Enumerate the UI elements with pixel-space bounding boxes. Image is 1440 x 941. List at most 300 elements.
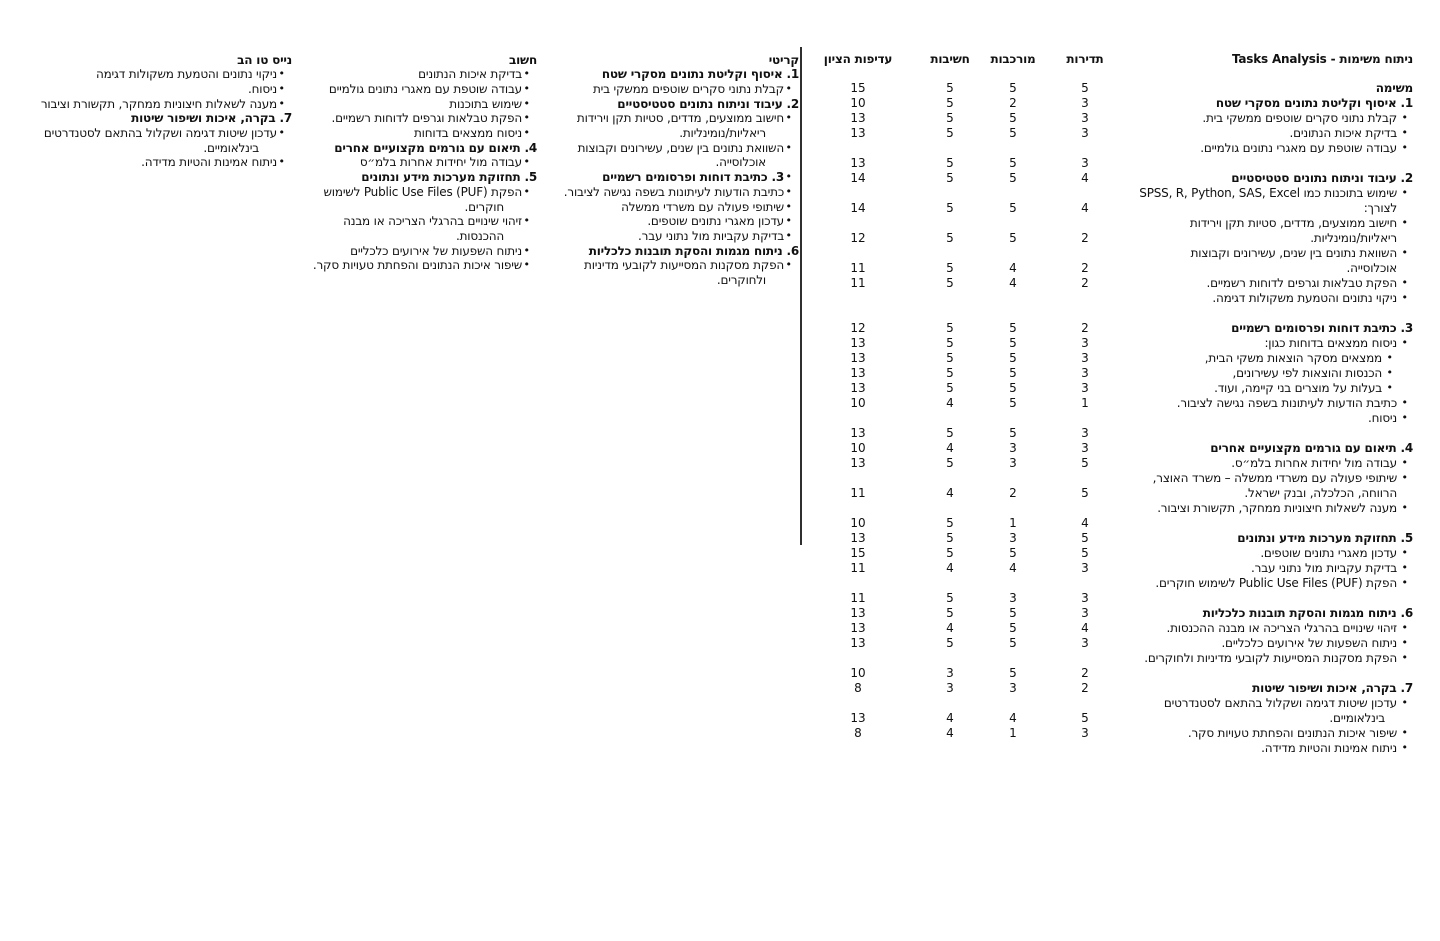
score-priority: 11	[850, 486, 866, 500]
score-priority: 11	[850, 591, 866, 605]
score-priority: 13	[850, 111, 866, 125]
line-text: 6. ניתוח מגמות והסקת תובנות כלכליות	[588, 243, 799, 258]
score-importance: 5	[946, 201, 954, 215]
important-line	[0, 258, 1440, 273]
task-line	[0, 711, 1440, 726]
score-frequency: 4	[1081, 621, 1089, 635]
line-text: 7. בקרה, איכות ושיפור שיטות	[131, 111, 292, 126]
score-priority: 10	[850, 396, 866, 410]
score-frequency: 3	[1081, 96, 1089, 110]
score-frequency: 5	[1081, 81, 1089, 95]
score-priority: 8	[854, 681, 862, 695]
task-line	[0, 411, 1440, 426]
line-text: ניסוח ממצאים בדוחות	[413, 126, 522, 140]
task-line	[0, 516, 1440, 531]
nice-to-have-line	[0, 82, 1440, 97]
line-text: מענה לשאלות חיצוניות ממחקר, תקשורת וציבור	[40, 96, 277, 111]
line-text: שיתופי פעולה עם משרדי ממשלה – משרד האוצר,	[1152, 471, 1397, 485]
score-importance: 5	[946, 171, 954, 185]
task-line	[0, 441, 1440, 456]
bullet-icon: •	[1401, 621, 1408, 634]
score-frequency: 5	[1081, 486, 1089, 500]
score-importance: 5	[946, 261, 954, 275]
nice-to-have-line	[0, 111, 1440, 126]
line-text: כתיבת הודעות לעיתונות בשפה נגישה לציבור.	[563, 184, 784, 199]
score-frequency: 2	[1081, 276, 1089, 290]
score-frequency: 5	[1081, 546, 1089, 560]
score-frequency: 2	[1081, 231, 1089, 245]
bullet-icon: •	[523, 243, 530, 257]
bullet-icon: •	[1401, 141, 1408, 154]
line-text: ניקוי נתונים והטמעת משקולות דגימה	[95, 67, 277, 82]
score-complexity: 5	[1009, 231, 1017, 245]
line-text: קבלת נתוני סקרים שוטפים ממשקי בית	[592, 81, 784, 96]
task-line	[0, 501, 1440, 516]
line-text: חישוב ממוצעים, מדדים, סטיות תקן וירידות	[1189, 216, 1397, 230]
task-line	[0, 606, 1440, 621]
important-line	[0, 229, 1440, 244]
score-frequency: 3	[1081, 591, 1089, 605]
bullet-icon: •	[1401, 696, 1408, 709]
task-line	[0, 636, 1440, 651]
score-frequency: 2	[1081, 681, 1089, 695]
score-complexity: 5	[1009, 351, 1017, 365]
score-complexity: 5	[1009, 156, 1017, 170]
bullet-icon: •	[278, 126, 285, 139]
line-text: נייס טו הב	[237, 52, 292, 67]
score-frequency: 3	[1081, 351, 1089, 365]
bullet-icon: •	[1401, 396, 1408, 409]
score-priority: 13	[850, 531, 866, 545]
task-line	[0, 396, 1440, 411]
score-complexity: 5	[1009, 606, 1017, 620]
bullet-icon: •	[785, 199, 792, 213]
score-frequency: 5	[1081, 456, 1089, 470]
score-complexity: 4	[1009, 276, 1017, 290]
task-line	[0, 486, 1440, 501]
bullet-icon: •	[785, 140, 792, 154]
bullet-icon: •	[1401, 411, 1408, 424]
bullet-icon: •	[523, 111, 530, 125]
nice-to-have-line	[0, 141, 1440, 156]
score-priority: 8	[854, 726, 862, 740]
line-text: 5. תחזוקת מערכות מידע ונתונים	[361, 170, 537, 185]
task-line	[0, 456, 1440, 471]
score-frequency: 3	[1081, 426, 1089, 440]
score-complexity: 5	[1009, 126, 1017, 140]
bullet-icon: •	[785, 170, 792, 184]
score-importance: 5	[946, 546, 954, 560]
score-frequency: 4	[1081, 516, 1089, 530]
score-frequency: 3	[1081, 156, 1089, 170]
score-importance: 5	[946, 231, 954, 245]
important-line	[0, 170, 1440, 185]
score-priority: 13	[850, 381, 866, 395]
line-text: הפקת מסקנות המסייעות לקובעי מדיניות	[584, 258, 784, 273]
line-text: הפקת Public Use Files (PUF) לשימוש חוקרים.	[1155, 576, 1397, 590]
task-line	[0, 531, 1440, 546]
bullet-icon: •	[523, 258, 530, 272]
bullet-icon: •	[1401, 636, 1408, 649]
score-complexity: 5	[1009, 636, 1017, 650]
line-text: ריאליות/נומינליות.	[679, 126, 766, 140]
score-importance: 5	[946, 321, 954, 335]
page-title: ניתוח משימות - Tasks Analysis	[1231, 52, 1413, 66]
score-importance: 4	[946, 486, 954, 500]
score-frequency: 5	[1081, 531, 1089, 545]
score-complexity: 3	[1009, 441, 1017, 455]
line-text: זיהוי שינויים בהרגלי הצריכה או מבנה ההכנסות.	[1166, 621, 1397, 635]
task-line	[0, 726, 1440, 741]
line-text: 2. עיבוד וניתוח נתונים סטטיסטיים	[1231, 171, 1413, 185]
line-text: לצורך:	[1363, 201, 1397, 215]
bullet-icon: •	[1401, 336, 1408, 349]
score-frequency: 3	[1081, 126, 1089, 140]
line-text: זיהוי שינויים בהרגלי הצריכה או מבנה	[343, 214, 522, 229]
line-text: חשוב	[509, 52, 537, 67]
line-text: ריאליות/נומינליות.	[1310, 231, 1397, 245]
score-complexity: 1	[1009, 726, 1017, 740]
line-text: 4. תיאום עם גורמים מקצועיים אחרים	[1210, 441, 1413, 455]
bullet-icon: •	[1401, 561, 1408, 574]
line-text: עדכון שיטות דגימה ושקלול בהתאם לסטנדרטים	[43, 126, 277, 140]
score-complexity: 5	[1009, 621, 1017, 635]
task-line	[0, 621, 1440, 636]
score-priority: 15	[850, 546, 866, 560]
score-complexity: 3	[1009, 531, 1017, 545]
score-priority: 13	[850, 366, 866, 380]
score-importance: 4	[946, 726, 954, 740]
score-frequency: 3	[1081, 336, 1089, 350]
bullet-icon: •	[1401, 651, 1408, 664]
score-importance: 5	[946, 636, 954, 650]
nice-to-have-line	[0, 155, 1440, 170]
line-text: אוכלוסייה.	[715, 155, 766, 170]
score-priority: 11	[850, 276, 866, 290]
line-text: שיפור איכות הנתונים והפחתת טעויות סקר.	[312, 258, 522, 273]
bullet-icon: •	[785, 214, 792, 228]
score-complexity: 5	[1009, 111, 1017, 125]
line-text: כתיבת הודעות לעיתונות בשפה נגישה לציבור.	[1176, 396, 1397, 410]
task-line	[0, 471, 1440, 486]
line-text: ניתוח השפעות של אירועים כלכליים.	[1221, 636, 1397, 650]
line-text: עבודה שוטפת עם מאגרי נתונים גולמיים.	[1200, 141, 1397, 155]
bullet-icon: •	[278, 81, 285, 95]
score-frequency: 3	[1081, 381, 1089, 395]
bullet-icon: •	[1386, 351, 1393, 364]
score-complexity: 5	[1009, 426, 1017, 440]
score-frequency: 3	[1081, 606, 1089, 620]
task-line	[0, 321, 1440, 336]
bullet-icon: •	[523, 81, 530, 95]
bullet-icon: •	[1401, 546, 1408, 559]
task-line	[0, 741, 1440, 756]
score-priority: 10	[850, 441, 866, 455]
bullet-icon: •	[1401, 456, 1408, 469]
line-text: השוואת נתונים בין שנים, עשירונים וקבוצות	[577, 140, 784, 155]
line-text: הפקת טבלאות וגרפים לדוחות רשמיים.	[331, 111, 522, 126]
line-text: ניתוח אמינות והטיות מדידה.	[141, 155, 277, 170]
score-priority: 13	[850, 606, 866, 620]
bullet-icon: •	[1401, 126, 1408, 139]
score-importance: 5	[946, 606, 954, 620]
important-line	[0, 185, 1440, 200]
score-complexity: 5	[1009, 81, 1017, 95]
important-line	[0, 214, 1440, 229]
task-line	[0, 681, 1440, 696]
score-priority: 13	[850, 711, 866, 725]
score-complexity: 5	[1009, 201, 1017, 215]
bullet-icon: •	[1386, 366, 1393, 379]
score-priority: 13	[850, 456, 866, 470]
score-priority: 10	[850, 666, 866, 680]
line-text: שיפור איכות הנתונים והפחתת טעויות סקר.	[1187, 726, 1397, 740]
nice-to-have-line	[0, 126, 1440, 141]
line-text: הכנסות והוצאות לפי עשירונים,	[1232, 366, 1382, 380]
bullet-icon: •	[785, 111, 792, 125]
task-line	[0, 291, 1440, 306]
score-frequency: 3	[1081, 441, 1089, 455]
score-frequency: 5	[1081, 711, 1089, 725]
line-text: קריטי	[768, 52, 799, 67]
line-text: השוואת נתונים בין שנים, עשירונים וקבוצות	[1190, 246, 1397, 260]
line-text: שימוש בתוכנות כמו SPSS, R, Python, SAS, Excel	[1139, 186, 1397, 200]
line-text: עדכון מאגרי נתונים שוטפים.	[1260, 546, 1397, 560]
bullet-icon: •	[785, 228, 792, 242]
task-line	[0, 561, 1440, 576]
score-priority: 10	[850, 96, 866, 110]
line-text: בדיקת עקביות מול נתוני עבר.	[1251, 561, 1397, 575]
bullet-icon: •	[1401, 246, 1408, 259]
score-frequency: 3	[1081, 366, 1089, 380]
score-importance: 5	[946, 531, 954, 545]
score-complexity: 5	[1009, 396, 1017, 410]
line-text: ולחוקרים.	[716, 273, 766, 287]
score-priority: 13	[850, 636, 866, 650]
line-text: 3. כתיבת דוחות ופרסומים רשמיים	[602, 170, 784, 185]
important-line	[0, 200, 1440, 215]
task-line	[0, 696, 1440, 711]
score-priority: 12	[850, 321, 866, 335]
score-importance: 5	[946, 591, 954, 605]
score-frequency: 2	[1081, 321, 1089, 335]
important-line	[0, 244, 1440, 259]
bullet-icon: •	[1401, 276, 1408, 289]
line-text: חוקרים.	[464, 199, 504, 214]
score-priority: 11	[850, 261, 866, 275]
nice-to-have-line	[0, 53, 1440, 68]
score-complexity: 5	[1009, 366, 1017, 380]
line-text: 7. בקרה, איכות ושיפור שיטות	[1252, 681, 1413, 695]
bullet-icon: •	[1401, 726, 1408, 739]
bullet-icon: •	[523, 214, 530, 228]
nice-to-have-line	[0, 67, 1440, 82]
line-text: מענה לשאלות חיצוניות ממחקר, תקשורת וציבור.	[1157, 501, 1397, 515]
line-text: ניסוח.	[248, 81, 277, 96]
line-text: הפקת Public Use Files (PUF) לשימוש	[323, 184, 522, 199]
bullet-icon: •	[523, 96, 530, 110]
score-frequency: 3	[1081, 111, 1089, 125]
column-header-complexity: מורכבות	[990, 52, 1036, 66]
score-importance: 4	[946, 441, 954, 455]
line-text: ניתוח אמינות והטיות מדידה.	[1261, 741, 1397, 755]
line-text: חישוב ממוצעים, מדדים, סטיות תקן וירידות	[576, 111, 784, 126]
score-importance: 5	[946, 366, 954, 380]
line-text: בדיקת איכות הנתונים	[418, 67, 522, 82]
bullet-icon: •	[785, 184, 792, 198]
task-line	[0, 336, 1440, 351]
score-complexity: 3	[1009, 591, 1017, 605]
score-importance: 4	[946, 561, 954, 575]
line-text: 6. ניתוח מגמות והסקת תובנות כלכליות	[1202, 606, 1413, 620]
score-priority: 13	[850, 426, 866, 440]
line-text: בעלות על מוצרים בני קיימה, ועוד.	[1214, 381, 1382, 395]
score-importance: 5	[946, 351, 954, 365]
line-text: עבודה מול יחידות אחרות בלמ״ס.	[1231, 456, 1397, 470]
line-text: עדכון שיטות דגימה ושקלול בהתאם לסטנדרטים	[1163, 696, 1397, 710]
score-priority: 13	[850, 156, 866, 170]
score-complexity: 4	[1009, 561, 1017, 575]
score-importance: 5	[946, 81, 954, 95]
line-text: בינלאומיים.	[203, 140, 259, 155]
score-importance: 5	[946, 516, 954, 530]
score-complexity: 5	[1009, 171, 1017, 185]
line-text: 1. איסוף וקליטת נתונים מסקרי שטח	[601, 67, 799, 82]
score-priority: 13	[850, 351, 866, 365]
line-text: שיתופי פעולה עם משרדי ממשלה	[621, 199, 784, 214]
score-priority: 12	[850, 231, 866, 245]
score-frequency: 4	[1081, 171, 1089, 185]
score-importance: 3	[946, 666, 954, 680]
task-line	[0, 306, 1440, 321]
task-line	[0, 381, 1440, 396]
line-text: משימה	[1375, 81, 1413, 95]
score-complexity: 1	[1009, 516, 1017, 530]
line-text: 5. תחזוקת מערכות מידע ונתונים	[1237, 531, 1413, 545]
score-importance: 5	[946, 156, 954, 170]
line-text: 4. תיאום עם גורמים מקצועיים אחרים	[334, 140, 537, 155]
score-complexity: 5	[1009, 546, 1017, 560]
bullet-icon: •	[278, 155, 285, 169]
task-line	[0, 591, 1440, 606]
score-complexity: 3	[1009, 681, 1017, 695]
bullet-icon: •	[523, 126, 530, 139]
score-importance: 3	[946, 681, 954, 695]
score-importance: 4	[946, 396, 954, 410]
score-priority: 10	[850, 516, 866, 530]
bullet-icon: •	[785, 258, 792, 272]
task-line	[0, 576, 1440, 591]
critical-line	[0, 273, 1440, 288]
score-importance: 5	[946, 381, 954, 395]
column-header-importance: חשיבות	[930, 52, 970, 66]
score-importance: 5	[946, 336, 954, 350]
task-line	[0, 366, 1440, 381]
score-importance: 5	[946, 126, 954, 140]
score-complexity: 2	[1009, 486, 1017, 500]
line-text: אוכלוסייה.	[1346, 261, 1397, 275]
score-priority: 13	[850, 621, 866, 635]
line-text: שימוש בתוכנות	[449, 96, 522, 111]
task-line	[0, 351, 1440, 366]
score-complexity: 4	[1009, 261, 1017, 275]
score-frequency: 4	[1081, 201, 1089, 215]
line-text: ממצאים מסקר הוצאות משקי הבית,	[1204, 351, 1382, 365]
nice-to-have-line	[0, 97, 1440, 112]
score-frequency: 3	[1081, 636, 1089, 650]
line-text: עבודה מול יחידות אחרות בלמ״ס	[359, 155, 522, 170]
line-text: הפקת טבלאות וגרפים לדוחות רשמיים.	[1206, 276, 1397, 290]
bullet-icon: •	[278, 67, 285, 81]
score-complexity: 5	[1009, 381, 1017, 395]
score-priority: 15	[850, 81, 866, 95]
score-importance: 5	[946, 426, 954, 440]
score-importance: 4	[946, 621, 954, 635]
bullet-icon: •	[1401, 186, 1408, 199]
bullet-icon: •	[523, 155, 530, 169]
score-complexity: 5	[1009, 321, 1017, 335]
score-complexity: 2	[1009, 96, 1017, 110]
bullet-icon: •	[1401, 111, 1408, 124]
line-text: ניסוח.	[1368, 411, 1397, 425]
line-text: בדיקת איכות הנתונים.	[1289, 126, 1397, 140]
bullet-icon: •	[785, 81, 792, 95]
line-text: בינלאומיים.	[1329, 711, 1385, 725]
score-frequency: 2	[1081, 261, 1089, 275]
score-complexity: 5	[1009, 336, 1017, 350]
score-priority: 14	[850, 201, 866, 215]
task-line	[0, 426, 1440, 441]
line-text: בדיקת עקביות מול נתוני עבר.	[638, 228, 784, 243]
column-header-frequency: תדירות	[1066, 52, 1104, 66]
task-line	[0, 546, 1440, 561]
score-priority: 13	[850, 126, 866, 140]
line-text: 2. עיבוד וניתוח נתונים סטטיסטיים	[617, 96, 799, 111]
score-frequency: 2	[1081, 666, 1089, 680]
line-text: 3. כתיבת דוחות ופרסומים רשמיים	[1231, 321, 1413, 335]
score-frequency: 1	[1081, 396, 1089, 410]
bullet-icon: •	[1386, 381, 1393, 394]
bullet-icon: •	[523, 67, 530, 81]
score-importance: 5	[946, 276, 954, 290]
bullet-icon: •	[1401, 216, 1408, 229]
score-complexity: 5	[1009, 666, 1017, 680]
line-text: קבלת נתוני סקרים שוטפים ממשקי בית.	[1202, 111, 1397, 125]
score-importance: 5	[946, 456, 954, 470]
bullet-icon: •	[1401, 291, 1408, 304]
line-text: ניקוי נתונים והטמעת משקולות דגימה.	[1212, 291, 1397, 305]
bullet-icon: •	[1401, 471, 1408, 484]
line-text: ניתוח השפעות של אירועים כלכליים	[350, 243, 522, 258]
bullet-icon: •	[523, 184, 530, 198]
score-priority: 13	[850, 336, 866, 350]
line-text: עדכון מאגרי נתונים שוטפים.	[647, 214, 784, 229]
column-header-priority: עדיפות הציון	[823, 52, 893, 66]
task-line	[0, 651, 1440, 666]
score-priority: 11	[850, 561, 866, 575]
bullet-icon: •	[278, 96, 285, 110]
bullet-icon: •	[1401, 501, 1408, 514]
score-importance: 5	[946, 111, 954, 125]
score-priority: 14	[850, 171, 866, 185]
bullet-icon: •	[1401, 741, 1408, 754]
score-importance: 4	[946, 711, 954, 725]
score-frequency: 3	[1081, 561, 1089, 575]
score-importance: 5	[946, 96, 954, 110]
score-frequency: 3	[1081, 726, 1089, 740]
task-line	[0, 666, 1440, 681]
score-complexity: 4	[1009, 711, 1017, 725]
